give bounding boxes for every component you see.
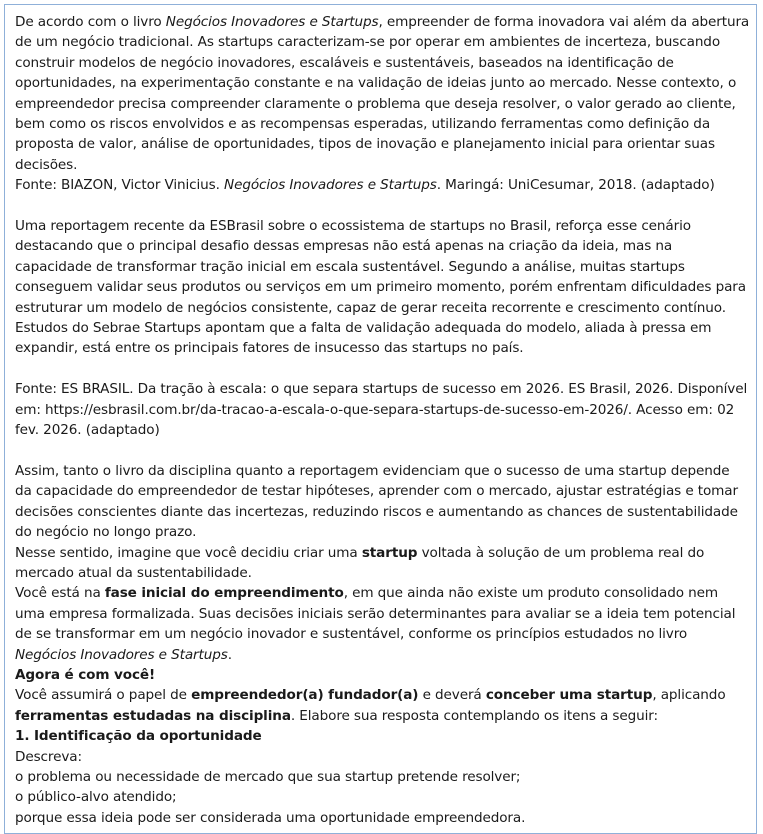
report-paragraph: Uma reportagem recente da ESBrasil sobre o ecossistema de startups no Brasil, reforça esse cenário destacando que o principal desafio dessas empresas não está apenas na criação da ideia, mas na capacidade de transformar tração inicial em escala sustentável. Segundo a análise, muitas startups conseguem validar seus produtos ou serviços em um primeiro momento, porém enfrentam dificuldades para estruturar um modelo de negócios consistente, capaz de gerar receita recorrente e crescimento contínuo. Estudos do Sebrae Startups apontam que a falta de validação adequada do modelo, aliada à pressa em expandir, está entre os principais fatores de insucesso das startups no país. (15, 218, 746, 357)
phase-text-end: . (227, 646, 232, 663)
source-citation-article: Fonte: ES BRASIL. Da tração à escala: o que separa startups de sucesso em 2026. ES Brasil, 2026. Disponível em: https://esbrasil.com.br/da-tracao-a-escala-o-que-separa-startups-de-sucesso-em-2026/. Acesso em: 02 fev. 2026. (adaptado) (15, 381, 748, 439)
phase-text-middle: , em que ainda não existe um produto consolidado nem uma empresa formalizada. Suas decisões iniciais serão determinantes para avaliar se a ideia tem potencial de se transformar em um negócio inovador e sustentável, conforme os princípios estudados no livro (15, 585, 736, 643)
item-1-intro: Descreva: (15, 748, 82, 765)
task-bold-action: conceber uma startup (485, 687, 653, 704)
spacer (15, 196, 750, 216)
conclusion-paragraph: Assim, tanto o livro da disciplina quanto a reportagem evidenciam que o sucesso de uma startup depende da capacidade do empreendedor de testar hipóteses, aprender com o mercado, ajustar estratégias e tomar decisões conscientes diante das incertezas, reduzindo riscos e aumentando as chances de sustentabilidade do negócio no longo prazo. (15, 462, 738, 541)
item-1-point: porque essa ideia pode ser considerada uma oportunidade empreendedora. (15, 809, 526, 826)
scenario-text-start: Nesse sentido, imagine que você decidiu criar uma (15, 544, 362, 561)
task-text-4: . Elabore sua resposta contemplando os itens a seguir: (290, 707, 658, 724)
phase-bold-term: fase inicial do empreendimento (104, 585, 344, 602)
task-bold-role: empreendedor(a) fundador(a) (191, 687, 419, 704)
intro-text-end: , empreender de forma inovadora vai além da abertura de um negócio tradicional. As startups caracterizam-se por operar em ambientes de incerteza, buscando construir modelos de negócio inovadores, escaláveis e sustentáveis, baseados na identificação de oportunidades, na experimentação constante e na validação de ideias junto ao mercado. Nesse contexto, o empreendedor precisa compreender claramente o problema que deseja resolver, o valor gerado ao cliente, bem como os riscos envolvidos e as recompensas esperadas, utilizando ferramentas como definição da proposta de valor, análise de oportunidades, tipos de inovação e planejamento inicial para orientar suas decisões. (15, 14, 750, 173)
book-title: Negócios Inovadores e Startups (165, 14, 379, 30)
citation-book-title: Negócios Inovadores e Startups (224, 177, 437, 194)
task-text-3: , aplicando (652, 687, 726, 704)
document-body (15, 12, 750, 828)
task-text-1: Você assumirá o papel de (15, 687, 192, 704)
intro-text-start: De acordo com o livro (15, 14, 166, 30)
task-bold-tools: ferramentas estudadas na disciplina (15, 707, 291, 724)
task-heading: Agora é com você! (15, 666, 156, 683)
phase-text-start: Você está na (15, 585, 105, 602)
source-citation-book (15, 175, 750, 195)
scenario-text-end: voltada à solução de um problema real do mercado atual da sustentabilidade. (15, 544, 705, 581)
spacer (15, 359, 750, 379)
phase-book-title: Negócios Inovadores e Startups (15, 646, 228, 663)
intro-paragraph (15, 12, 750, 175)
task-text-2: e deverá (418, 687, 486, 704)
phase-paragraph (15, 583, 750, 665)
scenario-bold-term: startup (361, 544, 418, 561)
task-paragraph (15, 685, 750, 726)
citation-author: Fonte: BIAZON, Victor Vinicius. (15, 177, 225, 194)
item-1-title: 1. Identificação da oportunidade (15, 728, 262, 745)
spacer (15, 441, 750, 461)
item-1-point: o problema ou necessidade de mercado que sua startup pretende resolver; (15, 768, 521, 785)
scenario-paragraph (15, 543, 750, 584)
citation-publisher: . Maringá: UniCesumar, 2018. (adaptado) (436, 177, 715, 194)
text-panel (4, 4, 757, 834)
item-1-point: o público-alvo atendido; (15, 789, 177, 806)
